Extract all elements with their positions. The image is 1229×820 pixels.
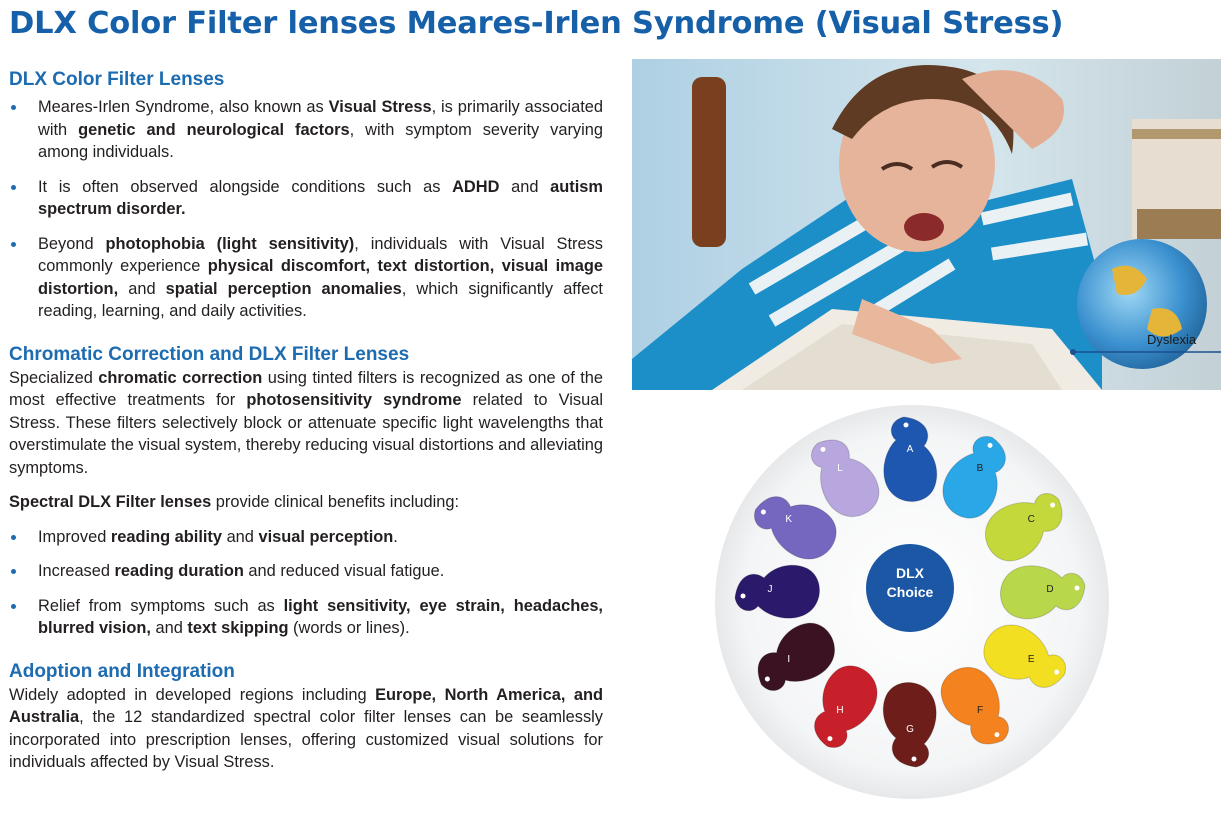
lens-wheel [712, 402, 1112, 802]
page-title: DLX Color Filter lenses Meares-Irlen Syndrome (Visual Stress) [9, 6, 1064, 41]
lens-letter-f: F [976, 705, 984, 717]
section-heading-adoption: Adoption and Integration [9, 660, 235, 682]
bullet-list-benefits [9, 526, 603, 640]
bullet-item: It is often observed alongside conditions such as ADHD and autism spectrum disorder. [9, 176, 603, 221]
lens-letter-h: H [836, 705, 844, 717]
lens-letter-b: B [976, 462, 984, 474]
lens-letter-d: D [1046, 584, 1054, 595]
paragraph-chromatic-correction: Specialized chromatic correction using tinted filters is recognized as one of the most effective treatments for photosensitivity syndrome related to Visual Stress. These filters selectively block or attenuate specific light wavelengths that overstimulate the visual system, thereby reducing visual distortions and alleviating symptoms. [9, 368, 604, 477]
lens-letter-l: L [837, 462, 843, 474]
globe [1077, 239, 1207, 369]
lens-letter-i: I [787, 654, 791, 665]
bullet-item: Relief from symptoms such as light sensitivity, eye strain, headaches, blurred vision, and text skipping (words or lines). [9, 595, 603, 640]
lens-letter-c: C [1027, 514, 1035, 525]
lens-letter-e: E [1027, 654, 1035, 665]
chair-back [692, 77, 726, 247]
child-reading-photo [632, 59, 1221, 390]
lens-letter-a: A [906, 444, 914, 455]
photo-illustration [632, 59, 1221, 390]
badge-text-line2: Choice [886, 584, 934, 600]
text-column [9, 68, 603, 774]
bullet-list-syndrome [9, 96, 603, 323]
photo-caption: Dyslexia [1147, 332, 1197, 347]
badge-text-line1: DLX [896, 565, 924, 581]
lens-letter-g: G [906, 724, 914, 735]
bullet-item: Beyond photophobia (light sensitivity), individuals with Visual Stress commonly experience physical discomfort, text distortion, visual image distortion, and spatial perception anomalies, which significantly affect reading, learning, and daily activities. [9, 233, 603, 323]
bullet-item: Improved reading ability and visual perception. [9, 526, 603, 549]
bullet-item: Increased reading duration and reduced visual fatigue. [9, 560, 603, 583]
section-heading-chromatic-correction: Chromatic Correction and DLX Filter Lenses [9, 343, 410, 365]
lens-letter-k: K [785, 514, 793, 525]
bullet-item: Meares-Irlen Syndrome, also known as Visual Stress, is primarily associated with genetic and neurological factors, with symptom severity varying among individuals. [9, 96, 603, 164]
paragraph-adoption: Widely adopted in developed regions including Europe, North America, and Australia, the 12 standardized spectral color filter lenses can be seamlessly incorporated into prescription lenses, offering customized visual solutions for individuals affected by Visual Stress. [9, 685, 603, 771]
lens-wheel-svg [712, 402, 1112, 802]
paragraph-benefits-intro: Spectral DLX Filter lenses provide clinical benefits including: [9, 493, 460, 511]
lens-letter-j: J [767, 584, 773, 595]
section-heading-dlx-lenses: DLX Color Filter Lenses [9, 69, 225, 90]
